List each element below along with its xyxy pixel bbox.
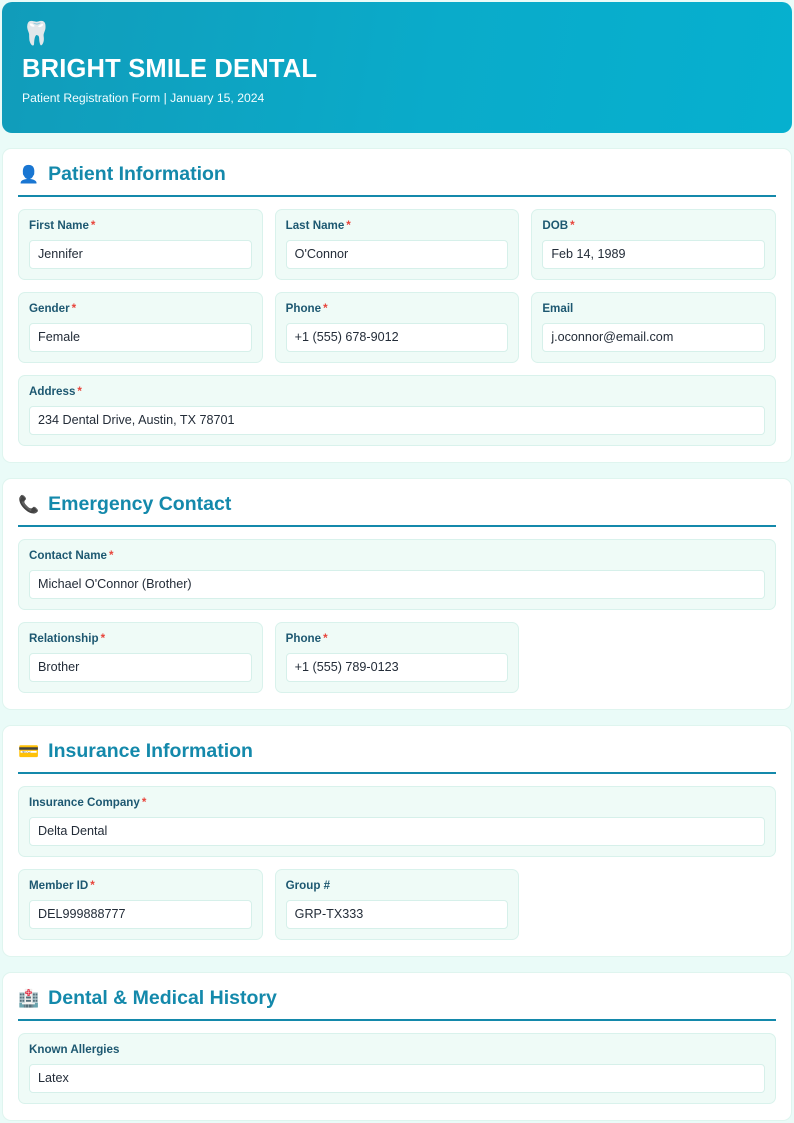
input-known-allergies[interactable]: Latex	[29, 1064, 765, 1093]
input-email[interactable]: j.oconnor@email.com	[542, 323, 765, 352]
field-row	[18, 292, 776, 363]
section-header	[18, 493, 776, 525]
field-label	[286, 879, 509, 893]
field-label	[542, 302, 765, 316]
field-row	[18, 1033, 776, 1104]
credit-card-icon: 💳	[18, 741, 40, 761]
input-group[interactable]: GRP-TX333	[286, 900, 509, 929]
input-relationship[interactable]: Brother	[29, 653, 252, 682]
field-label	[286, 219, 509, 233]
required-asterisk: *	[141, 796, 147, 809]
field-phone	[275, 292, 520, 363]
section-title: Dental & Medical History	[48, 987, 277, 1009]
section-title: Patient Information	[48, 163, 226, 185]
input-dob[interactable]: Feb 14, 1989	[542, 240, 765, 269]
input-phone[interactable]: +1 (555) 789-0123	[286, 653, 509, 682]
telephone-receiver-icon: 📞	[18, 494, 40, 514]
required-asterisk: *	[570, 219, 575, 232]
field-label-text: Relationship	[29, 632, 99, 645]
input-member-id[interactable]: DEL999888777	[29, 900, 252, 929]
field-label	[29, 796, 765, 810]
required-asterisk: *	[90, 219, 96, 232]
field-phone	[275, 622, 520, 693]
input-phone[interactable]: +1 (555) 678-9012	[286, 323, 509, 352]
form-subtitle: Patient Registration Form | January 15, 2024	[22, 91, 265, 105]
field-label-text: Phone	[285, 632, 322, 645]
field-label	[29, 385, 765, 399]
hospital-icon: 🏥	[18, 988, 40, 1008]
field-label-text: Contact Name	[29, 549, 107, 562]
field-label	[29, 549, 765, 563]
field-label	[286, 632, 509, 646]
field-address	[18, 375, 776, 446]
input-gender[interactable]: Female	[29, 323, 252, 352]
field-label-text: Group #	[285, 879, 331, 892]
input-first-name[interactable]: Jennifer	[29, 240, 252, 269]
field-label-text: First Name	[29, 219, 89, 232]
field-label-text: Gender	[29, 302, 70, 315]
section-header	[18, 987, 776, 1019]
field-label	[29, 632, 252, 646]
section-header	[18, 740, 776, 772]
field-group	[275, 869, 520, 940]
input-last-name[interactable]: O'Connor	[286, 240, 509, 269]
field-label-text: Insurance Company	[29, 796, 140, 809]
section-title: Emergency Contact	[48, 493, 232, 515]
input-contact-name[interactable]: Michael O'Connor (Brother)	[29, 570, 765, 599]
field-label	[29, 302, 252, 316]
section-divider	[18, 1019, 776, 1021]
field-label-text: Known Allergies	[29, 1043, 120, 1056]
field-row	[18, 869, 776, 940]
clinic-name: BRIGHT SMILE DENTAL	[22, 55, 318, 83]
field-known-allergies	[18, 1033, 776, 1104]
field-label-text: Address	[29, 385, 76, 398]
field-label-text: Member ID	[29, 879, 89, 892]
tooth-icon: 🦷	[22, 20, 51, 46]
field-email	[531, 292, 776, 363]
field-last-name	[275, 209, 520, 280]
field-label	[542, 219, 765, 233]
field-label-text: Last Name	[285, 219, 345, 232]
field-member-id	[18, 869, 263, 940]
field-label-text: Phone	[285, 302, 322, 315]
section-divider	[18, 195, 776, 197]
field-row	[18, 375, 776, 446]
field-contact-name	[18, 539, 776, 610]
field-insurance-company	[18, 786, 776, 857]
section-header	[18, 163, 776, 195]
required-asterisk: *	[323, 302, 328, 315]
field-label	[29, 219, 252, 233]
section-divider	[18, 772, 776, 774]
field-label	[29, 879, 252, 893]
section-patient-information	[2, 148, 792, 463]
required-asterisk: *	[90, 879, 95, 892]
required-asterisk: *	[77, 385, 82, 398]
field-gender	[18, 292, 263, 363]
section-insurance-information	[2, 725, 792, 957]
bust-in-silhouette-icon: 👤	[18, 164, 40, 184]
required-asterisk: *	[71, 302, 77, 315]
section-emergency-contact	[2, 478, 792, 710]
required-asterisk: *	[346, 219, 351, 232]
field-dob	[531, 209, 776, 280]
input-address[interactable]: 234 Dental Drive, Austin, TX 78701	[29, 406, 765, 435]
field-label-text: DOB	[542, 219, 569, 232]
required-asterisk: *	[100, 632, 106, 645]
field-row	[18, 786, 776, 857]
section-title: Insurance Information	[48, 740, 253, 762]
field-row	[18, 622, 776, 693]
field-first-name	[18, 209, 263, 280]
required-asterisk: *	[323, 632, 328, 645]
field-label	[286, 302, 509, 316]
input-insurance-company[interactable]: Delta Dental	[29, 817, 765, 846]
field-relationship	[18, 622, 263, 693]
form-header	[2, 2, 792, 133]
field-row	[18, 209, 776, 280]
field-row	[18, 539, 776, 610]
section-divider	[18, 525, 776, 527]
field-label-text: Email	[542, 302, 574, 315]
field-label	[29, 1043, 765, 1057]
required-asterisk: *	[108, 549, 114, 562]
section-dental-medical-history	[2, 972, 792, 1121]
form-sections	[2, 148, 792, 1121]
